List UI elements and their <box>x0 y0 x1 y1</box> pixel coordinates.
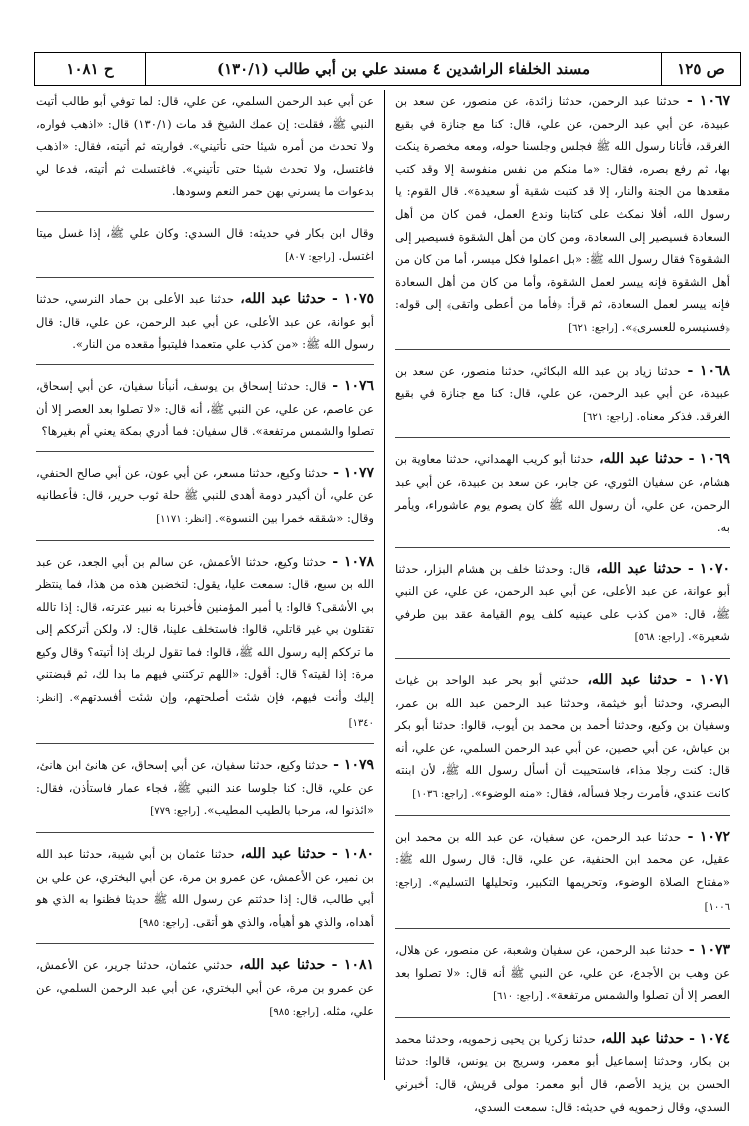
hadith-number: ١٠٨١ - <box>325 957 374 974</box>
hadith-reference: [راجع: ٦٢١] <box>568 322 618 334</box>
hadith-reference: [راجع: ١٠٠٦] <box>395 877 730 914</box>
hadith-lead: حدثنا عبد الله، <box>595 1030 685 1047</box>
hadith-entry <box>395 669 730 816</box>
hadith-reference: [راجع: ١٠٣٦] <box>412 789 468 801</box>
hadith-number: ١٠٧٤ - <box>684 1030 730 1047</box>
hadith-lead: حدثنا عبد الله، <box>234 291 326 308</box>
hadith-number: ١٠٦٩ - <box>683 451 730 468</box>
hadith-lead: حدثنا عبد الله، <box>593 451 684 468</box>
hadith-number: ١٠٧٢ - <box>681 828 730 845</box>
hadith-entry <box>36 462 374 541</box>
hadith-reference: [انظر: ١٣٤٠] <box>36 693 374 729</box>
column-divider <box>384 90 385 1080</box>
hadith-text: حدثني عثمان، حدثنا جرير، عن الأعمش، عن عمرو بن مرة، عن أبي البختري، عن أبي عبد الرحمن السلمي، عن علي، مثله. <box>36 958 374 1018</box>
hadith-lead: حدثنا عبد الله، <box>590 560 682 577</box>
hadith-text: حدثنا زكريا بن يحيى زحمويه، وحدثنا محمد بن بكار، وحدثنا إسماعيل أبو معمر، وسريج بن يونس، قالوا: حدثنا الحسن بن يزيد الأصم، قال أبو معمر: مولى قريش، قال: أخبرني السدي، وقال زحمويه في حديثه: قال: سمعت السدي، <box>395 1031 730 1114</box>
hadith-text: حدثنا أبو كريب الهمداني، حدثنا معاوية بن هشام، عن سفيان الثوري، عن جابر، عن سعد بن عبيدة، عن أبي عبد الرحمن، عن علي، أن رسول الله ﷺ كان يصوم يوم عاشوراء، ويأمر به. <box>395 452 730 535</box>
hadith-number: ١٠٧٣ - <box>683 942 730 958</box>
hadith-entry <box>395 826 730 929</box>
hadith-entry <box>395 360 730 439</box>
hadith-entry <box>36 954 374 1032</box>
hadith-text: حدثنا زياد بن عبد الله البكائي، حدثنا منصور، عن سعد بن عبيدة، عن أبي عبد الرحمن، عن علي، قال: كنا مع جنازة في بقيع الغرقد. فذكر معناه. <box>395 363 730 423</box>
hadith-entry <box>36 843 374 944</box>
hadith-reference: [انظر: ١١٧١] <box>156 513 212 525</box>
hadith-entry <box>36 754 374 833</box>
page-header <box>34 52 741 86</box>
hadith-reference: [راجع: ٥٦٨] <box>634 632 685 644</box>
running-title: مسند الخلفاء الراشدين ٤ مسند علي بن أبي طالب (١٣٠/١) <box>145 53 662 85</box>
hadith-text: حدثنا وكيع، حدثنا الأعمش، عن سالم بن أبي الجعد، عن عبد الله بن سبع، قال: سمعت عليا، يقول: لتخضبن هذه من هذا، فما ينتظر بي الأشقى؟ قالوا: يا أمير المؤمنين فأخبرنا به نبير عترته، قال: إذا تالله تقتلون بي غير قاتلي، قالوا: فاستخلف علينا، قال: لا، ولكن أترككم إلى ما ترككم إليه رسول الله ﷺ، قالوا: فما تقول لربك إذا أتيته؟ وقال وكيع مرة: إذا لقيته؟ قال: أقول: «اللهم تركتني فيهم ما بدا لك، ثم قبضتني إليك وأنت فيهم، فإن شئت أصلحتهم، وإن شئت أفسدتهم». <box>36 554 375 705</box>
hadith-number: ١٠٧٥ - <box>325 291 375 308</box>
hadith-number: ١٠٧٦ - <box>326 377 375 394</box>
hadith-entry <box>395 939 730 1018</box>
hadith-entry <box>395 90 730 350</box>
hadith-reference: [راجع: ٧٧٩] <box>150 806 200 818</box>
hadith-reference: [راجع: ٦٢١] <box>583 411 633 423</box>
hadith-reference: [راجع: ٩٨٥] <box>139 917 189 929</box>
hadith-reference: [راجع: ٦١٠] <box>493 991 543 1003</box>
hadith-text: حدثنا عبد الأعلى بن حماد النرسي، حدثنا أبو عوانة، عن عبد الأعلى، عن أبي عبد الرحمن، عن علي، قال: قال رسول الله ﷺ: «من كذب علي متعمدا فليتبوأ مقعده من النار». <box>36 292 374 352</box>
hadith-number: ١٠٦٨ - <box>680 362 731 379</box>
hadith-entry <box>36 222 374 278</box>
hadith-lead: حدثنا عبد الله، <box>232 957 326 974</box>
hadith-entry <box>395 1028 730 1126</box>
hadith-text: حدثنا عثمان بن أبي شيبة، حدثنا عبد الله بن نمير، عن الأعمش، عن عمرو بن مرة، عن أبي البختري، عن علي بن أبي طالب، قال: إذا حدثتم عن رسول الله ﷺ حديثا فظنوا به الذي هو أهداه، والذي هو أهيأه، والذي هو أتقى. <box>36 847 374 929</box>
hadith-entry <box>36 90 374 212</box>
hadith-text: حدثنا عبد الرحمن، حدثنا زائدة، عن منصور، عن سعد بن عبيدة، عن أبي عبد الرحمن، عن علي، قال: كنا مع جنازة في بقيع الغرقد، فأتانا رسول الله ﷺ فجلس وجلسنا حوله، ومعه مخصرة ينكت بها، ثم رفع بصره، فقال: «ما منكم من نفس منفوسة إلا وقد كتب مقعدها من الجنة والنار، إلا قد كتبت شقية أو سعيدة». قال القوم: يا رسول الله، أفلا نمكث على كتابنا وندع العمل، فمن كان من أهل السعادة فسيصير إلى السعادة، ومن كان من أهل الشقوة فسيصير إلى الشقوة؟ فقال رسول الله ﷺ: «بل اعملوا فكل ميسر، أما من كان من أهل الشقوة فإنه ييسر لعمل الشقوة، وأما من كان من أهل السعادة فإنه ييسر لعمل السعادة، ثم قرأ: ﴿فأما من أعطى واتقى﴾ إلى قوله: ﴿فسنيسره للعسرى﴾». <box>395 94 730 334</box>
hadith-reference: [راجع: ٩٨٥] <box>269 1006 320 1018</box>
hadith-number: ١٠٧١ - <box>677 672 730 689</box>
hadith-number: ١٠٧٠ - <box>681 560 730 577</box>
hadith-text: حدثني أبو بحر عبد الواحد بن غياث البصري، وحدثنا أبو خيثمة، وحدثنا عبد الرحمن عبد الله بن عمر، وسفيان بن وكيع، وحدثنا أحمد بن محمد بن أيوب، قالوا: حدثنا أبو بكر بن عياش، عن أبي حصين، عن أبي عبد الرحمن السلمي، عن علي، أنه قال: كنت رجلا مذاء، فاستحييت أن أسأل رسول الله ﷺ، لأن ابنته كانت عندي، فأمرت رجلا فسأله، فقال: «منه الوضوء». <box>395 673 730 801</box>
hadith-text: وقال ابن بكار في حديثه: قال السدي: وكان علي ﷺ، إذا غسل ميتا اغتسل. <box>36 225 374 263</box>
hadith-text: حدثنا وكيع، حدثنا مسعر، عن أبي عون، عن أبي صالح الحنفي، عن علي، أن أكيدر دومة أهدى للنبي ﷺ حلة ثوب حرير، قال: فأعطانيه وقال: «شققه خمرا بين النسوة». <box>36 465 374 525</box>
hadith-text: حدثنا عبد الرحمن، عن سفيان، عن عبد الله بن محمد ابن عقيل، عن محمد ابن الحنفية، عن علي، قال: قال رسول الله ﷺ: «مفتاح الصلاة الوضوء، وتحريمها التكبير، وتحليلها التسليم». <box>395 829 730 889</box>
hadith-text: حدثنا عبد الرحمن، عن سفيان وشعبة، عن منصور، عن هلال، عن وهب بن الأجدع، عن علي، عن النبي ﷺ أنه قال: «لا تصلوا بعد العصر إلا أن تصلوا والشمس مرتفعة». <box>395 943 730 1003</box>
left-column <box>36 90 374 1080</box>
hadith-number: ١٠٧٨ - <box>326 553 375 570</box>
hadith-text: عن أبي عبد الرحمن السلمي، عن علي، قال: لما توفي أبو طالب أتيت النبي ﷺ، فقلت: إن عمك الشيخ قد مات (١٣٠/١) قال: «اذهب فواره، ولا تحدث من أمره شيئا حتى تأتيني». فواريته ثم أتيته، فقال: «اذهب فاغتسل، ولا تحدث شيئا حتى تأتيني». فاغتسلت ثم أتيته، فدعا لي بدعوات ما يسرني بهن حمر النعم وسودها. <box>36 94 374 199</box>
hadith-text: حدثنا وكيع، حدثنا سفيان، عن أبي إسحاق، عن هانئ ابن هانئ، عن علي، قال: كنا جلوسا عند النبي ﷺ، فجاء عمار فاستأذن، فقال: «ائذنوا له، مرحبا بالطيب المطيب». <box>36 758 374 818</box>
hadith-lead: حدثنا عبد الله، <box>234 846 326 863</box>
hadith-number: ١٠٦٧ - <box>679 93 730 109</box>
hadith-entry <box>36 551 374 745</box>
hadith-reference: [راجع: ٨٠٧] <box>285 251 335 263</box>
right-column <box>395 90 731 1114</box>
hadith-number: ١٠٨٠ - <box>325 846 374 863</box>
page-number: ص ١٢٥ <box>677 60 725 78</box>
hadith-entry <box>395 448 730 547</box>
hadith-text: قال: حدثنا إسحاق بن يوسف، أنبأنا سفيان، عن أبي إسحاق، عن عاصم، عن علي، عن النبي ﷺ، أنه قال: «لا تصلوا بعد العصر إلا أن تصلوا والشمس مرتفعة». قال سفيان: فما أدري بمكة يعني أم بغيرها؟ <box>36 378 374 439</box>
hadith-entry <box>395 558 730 659</box>
hadith-entry <box>36 288 374 365</box>
hadith-lead: حدثنا عبد الله، <box>579 672 678 689</box>
hadith-entry <box>36 375 374 452</box>
hadith-number: ١٠٧٧ - <box>328 464 374 481</box>
hadith-text: قال: وحدثنا خلف بن هشام البزار، حدثنا أبو عوانة، عن عبد الأعلى، عن أبي عبد الرحمن، عن علي، عن النبي ﷺ، قال: «من كذب على عينيه كلف يوم القيامة عقد بين طرفي شعيرة». <box>395 561 730 644</box>
hadith-number: ١٠٧٩ - <box>328 757 374 774</box>
hadith-range: ح ١٠٨١ <box>66 60 114 78</box>
